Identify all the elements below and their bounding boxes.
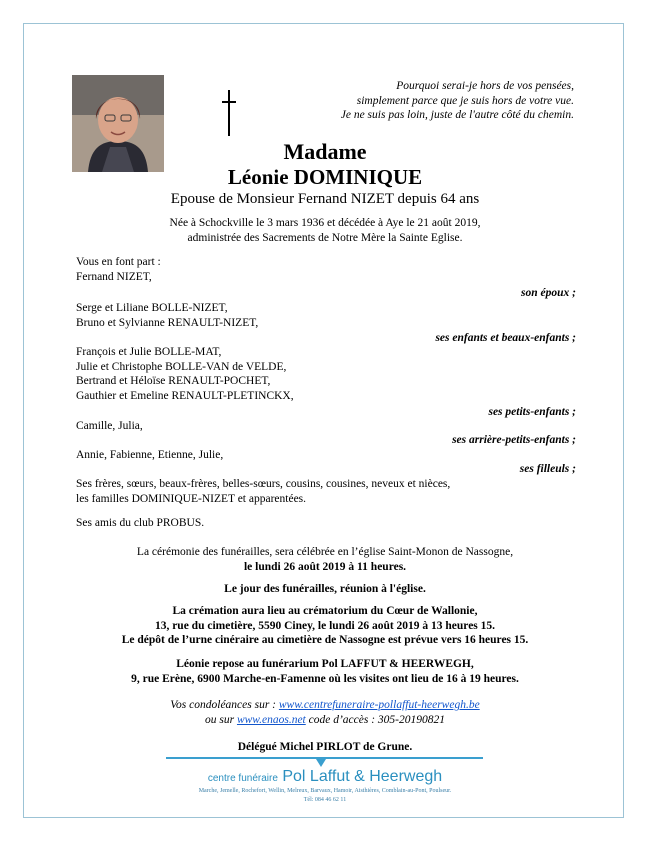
family-member: Gauthier et Emeline RENAULT-PLETINCKX, (76, 389, 294, 402)
children-list (76, 301, 258, 330)
poem-line: Pourquoi serai-je hors de vos pensées, (396, 80, 574, 92)
siblings-line: Ses frères, sœurs, beaux-frères, belles-sœurs, cousins, cousines, neveux et nièces, (76, 478, 451, 490)
poem-line: Je ne suis pas loin, juste de l'autre côté du chemin. (340, 109, 574, 121)
logo-phone: Tél: 084 46 62 11 (303, 797, 347, 803)
godchildren: Annie, Fabienne, Etienne, Julie, (76, 449, 224, 461)
great-grandchildren: Camille, Julia, (76, 420, 143, 432)
cremation-line: Le dépôt de l’urne cinéraire au cimetière de Nassogne est prévue vers 16 heures 15. (121, 634, 529, 646)
funerarium-info (0, 657, 650, 686)
family-member: Bertrand et Héloïse RENAULT-POCHET, (76, 375, 271, 387)
access-code: code d’accès : 305-20190821 (308, 714, 445, 726)
funerarium-line: 9, rue Erène, 6900 Marche-en-Famenne où les visites ont lieu de 16 à 19 heures. (131, 672, 519, 685)
delegate-line: Délégué Michel PIRLOT de Grune. (237, 741, 413, 753)
ceremony-line: La cérémonie des funérailles, sera célébrée en l’église Saint-Monon de Nassogne, (136, 546, 514, 558)
ceremony-date: le lundi 26 août 2019 à 11 heures. (243, 561, 407, 573)
family-member: Bruno et Sylvianne RENAULT-NIZET, (76, 316, 259, 329)
cremation-line: La crémation aura lieu au crématorium du Cœur de Wallonie, (172, 605, 478, 617)
logo-name: Pol Laffut & Heerwegh (282, 768, 443, 785)
siblings-block (76, 477, 450, 506)
funeral-home-logo (0, 768, 650, 786)
logo-triangle-icon (316, 759, 326, 767)
funeral-website-link[interactable]: www.centrefuneraire-pollaffut-heerwegh.be (278, 699, 480, 711)
cremation-info (0, 604, 650, 648)
poem-line: simplement parce que je suis hors de votre vue. (356, 94, 574, 107)
birth-death-info (0, 216, 650, 245)
cremation-line: 13, rue du cimetière, 5590 Ciney, le lundi 26 août 2019 à 13 heures 15. (154, 619, 496, 632)
poem (341, 79, 574, 123)
reunion-line: Le jour des funérailles, réunion à l'église. (224, 583, 426, 595)
family-member: Julie et Christophe BOLLE-VAN de VELDE, (76, 360, 287, 373)
title-honorific: Madame (283, 139, 367, 164)
condolences-or: ou sur (205, 714, 235, 726)
grandchildren-list (76, 345, 294, 403)
logo-small-text: centre funéraire (207, 773, 278, 784)
family-intro: Vous en font part : (76, 256, 161, 268)
godchildren-role: ses filleuls ; (519, 463, 576, 475)
children-role: ses enfants et beaux-enfants ; (435, 332, 576, 344)
enaos-link[interactable]: www.enaos.net (236, 714, 306, 726)
grandchildren-role: ses petits-enfants ; (488, 406, 576, 418)
spouse-name: Fernand NIZET, (76, 271, 152, 283)
family-member: Serge et Liliane BOLLE-NIZET, (76, 302, 228, 314)
sacrament-line: administrée des Sacrements de Notre Mère la Sainte Eglise. (187, 231, 463, 244)
condolences-line-1 (0, 698, 650, 713)
spouse-role: son époux ; (521, 287, 576, 299)
friends-line: Ses amis du club PROBUS. (76, 517, 205, 529)
siblings-line: les familles DOMINIQUE-NIZET et apparentées. (76, 492, 307, 505)
condolences-prefix: Vos condoléances sur : (170, 699, 277, 711)
birth-line: Née à Schockville le 3 mars 1936 et décédée à Aye le 21 août 2019, (169, 217, 481, 229)
cross-icon (222, 90, 236, 141)
great-grandchildren-role: ses arrière-petits-enfants ; (452, 434, 576, 446)
spouse-line: Epouse de Monsieur Fernand NIZET depuis 64 ans (170, 191, 480, 207)
funerarium-line: Léonie repose au funérarium Pol LAFFUT & HEERWEGH, (176, 658, 474, 670)
family-member: François et Julie BOLLE-MAT, (76, 346, 222, 358)
condolences-line-2 (0, 713, 650, 728)
logo-towns: Marche, Jemelle, Rochefort, Wellin, Melreux, Barvaux, Hamoir, Aisthières, Comblain-au-Pont, Poulseur. (198, 788, 452, 794)
deceased-name: Léonie DOMINIQUE (227, 165, 423, 189)
